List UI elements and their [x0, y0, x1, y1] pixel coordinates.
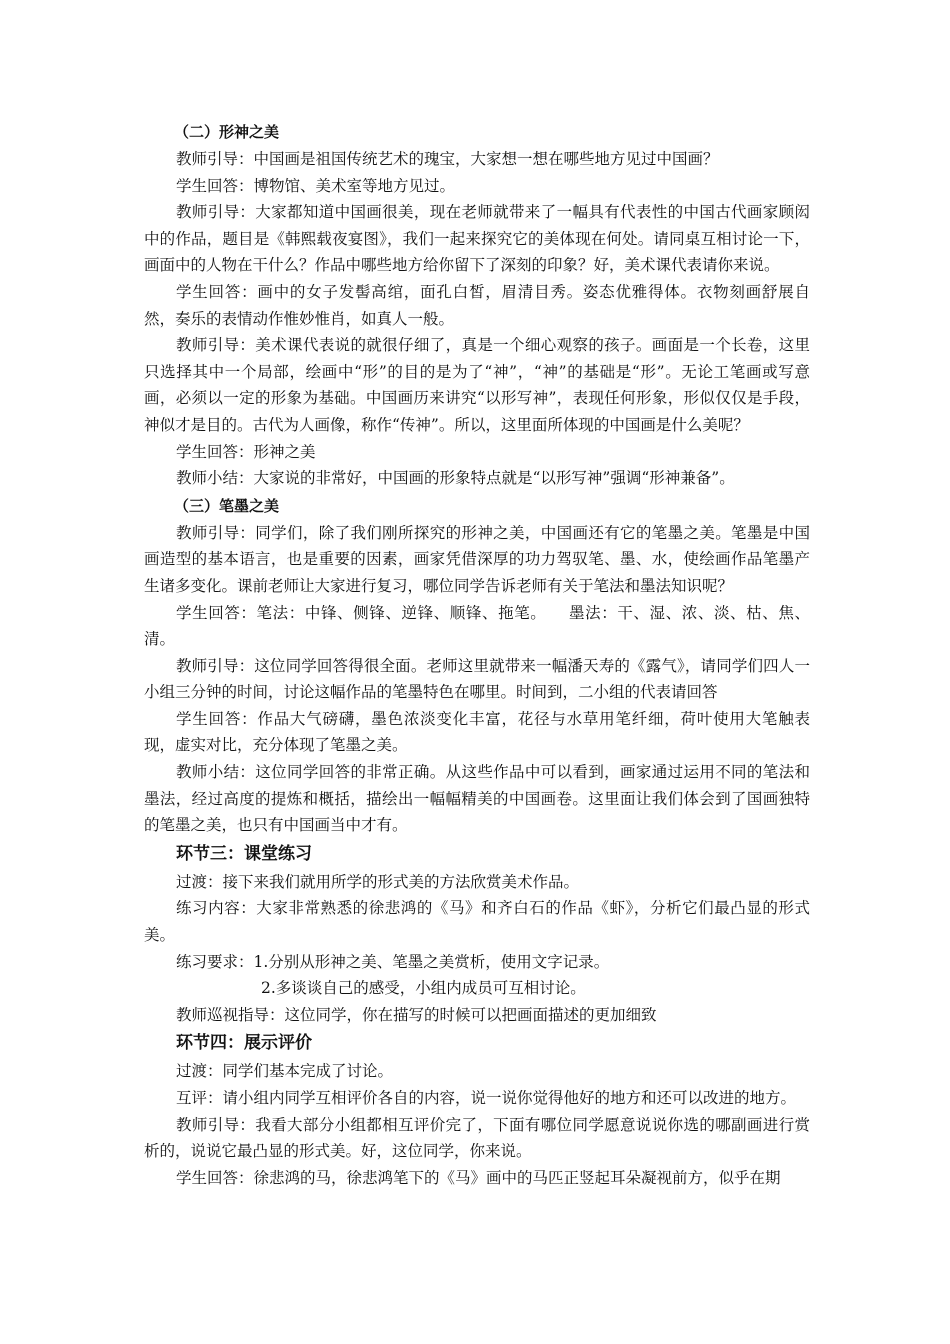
paragraph: 教师引导：中国画是祖国传统艺术的瑰宝，大家想一想在哪些地方见过中国画？ [176, 150, 719, 168]
stage-title-presentation-evaluation: 环节四：展示评价 [176, 1033, 312, 1054]
paragraph: 2.多谈谈自己的感受，小组内成员可互相讨论。 [261, 979, 586, 998]
paragraph: 教师引导：我看大部分小组都相互评价完了，下面有哪位同学愿意说说你选的哪副画进行赏析的，说说它最凸显的形式美。好，这位同学，你来说。 [144, 1115, 810, 1161]
paragraph: 学生回答：徐悲鸿的马，徐悲鸿笔下的《马》画中的马匹正竖起耳朵凝视前方，似乎在期 [176, 1168, 781, 1187]
paragraph: 教师小结：大家说的非常好，中国画的形象特点就是“以形写神”强调“形神兼备”。 [176, 469, 735, 488]
paragraph: 学生回答：形神之美 [176, 442, 316, 461]
paragraph: 教师巡视指导：这位同学，你在描写的时候可以把画面描述的更加细致 [176, 1005, 657, 1024]
paragraph: 教师引导：美术课代表说的就很仔细了，真是一个细心观察的孩子。画面是一个长卷，这里只选择其中一个局部，绘画中“形”的目的是为了“神”，“神”的基础是“形”。无论工笔画或写意画，必须以一定的形象为基础。中国画历来讲究“以形写神”，表现任何形象，形似仅仅是手段，神似才是目的。古代为人画像，称作“传神”。所以，这里面所体现的中国画是什么美呢？ [144, 336, 810, 434]
paragraph: 教师小结：这位同学回答的非常正确。从这些作品中可以看到，画家通过运用不同的笔法和墨法，经过高度的提炼和概括，描绘出一幅幅精美的中国画卷。这里面让我们体会到了国画独特的笔墨之美，也只有中国画当中才有。 [144, 763, 810, 835]
document-body [144, 118, 810, 1191]
paragraph: 练习内容：大家非常熟悉的徐悲鸿的《马》和齐白石的作品《虾》，分析它们最凸显的形式美。 [144, 899, 810, 945]
paragraph: 互评：请小组内同学互相评价各自的内容，说一说你觉得他好的地方和还可以改进的地方。 [176, 1089, 797, 1107]
brush-method-answer: 学生回答：笔法：中锋、侧锋、逆锋、顺锋、拖笔。 [176, 603, 547, 622]
paragraph: 学生回答：作品大气磅礴，墨色浓淡变化丰富，花径与水草用笔纤细，荷叶使用大笔触表现，虚实对比，充分体现了笔墨之美。 [144, 709, 810, 755]
paragraph: 过渡：同学们基本完成了讨论。 [176, 1062, 394, 1081]
paragraph: 教师引导：同学们，除了我们刚所探究的形神之美，中国画还有它的笔墨之美。笔墨是中国画造型的基本语言，也是重要的因素，画家凭借深厚的功力驾驭笔、墨、水，使绘画作品笔墨产生诸多变化。课前老师让大家进行复习，哪位同学告诉老师有关于笔法和墨法知识呢？ [144, 523, 810, 595]
paragraph: 教师引导：这位同学回答得很全面。老师这里就带来一幅潘天寿的《露气》，请同学们四人一小组三分钟的时间，讨论这幅作品的笔墨特色在哪里。时间到，二小组的代表请回答 [144, 656, 810, 702]
paragraph: 学生回答：画中的女子发髻高绾，面孔白皙，眉清目秀。姿态优雅得体。衣物刻画舒展自然，奏乐的表情动作惟妙惟肖，如真人一般。 [144, 282, 810, 328]
paragraph [144, 600, 810, 653]
ink-method-answer: 墨法：干、湿、浓、淡、枯、焦、清。 [144, 603, 810, 649]
section-title-form-spirit: （二）形神之美 [174, 123, 280, 141]
section-title-brush-ink: （三）笔墨之美 [174, 496, 280, 515]
stage-title-classroom-practice: 环节三：课堂练习 [176, 843, 312, 864]
paragraph: 练习要求：1.分别从形神之美、笔墨之美赏析，使用文字记录。 [176, 952, 610, 971]
paragraph: 教师引导：大家都知道中国画很美，现在老师就带来了一幅具有代表性的中国古代画家顾闳中的作品，题目是《韩熙载夜宴图》，我们一起来探究它的美体现在何处。请同桌互相讨论一下，画面中的人物在干什么？作品中哪些地方给你留下了深刻的印象？好，美术课代表请你来说。 [144, 203, 810, 275]
paragraph: 学生回答：博物馆、美术室等地方见过。 [176, 176, 456, 195]
paragraph: 过渡：接下来我们就用所学的形式美的方法欣赏美术作品。 [176, 872, 580, 891]
